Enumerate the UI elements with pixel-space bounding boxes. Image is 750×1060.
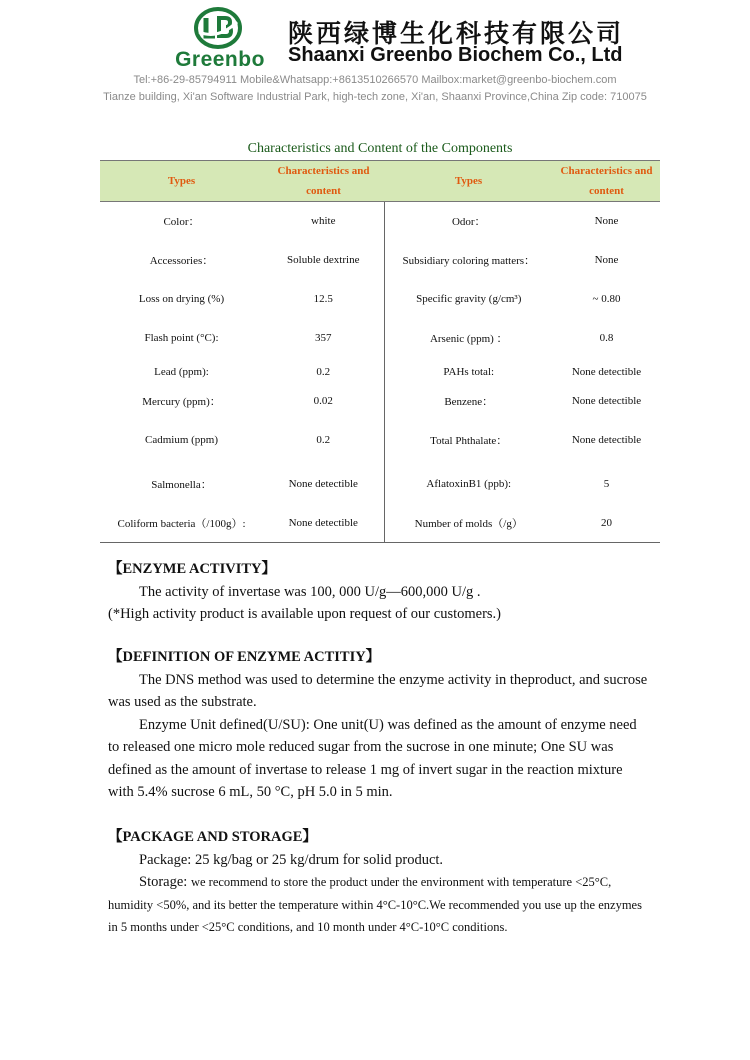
letterhead [0,0,750,110]
table-cell: white [263,202,384,241]
table-row [100,202,660,241]
table-cell: None detectible [571,366,642,378]
table-cell: 5 [603,478,610,490]
table-cell: None [594,215,619,228]
table-cell: 0.2 [263,358,384,387]
paragraph: The DNS method was used to determine the enzyme activity in theproduct, and sucrose was used as the substrate. [108,671,648,710]
table-cell: None detectible [571,434,642,446]
table-cell: 357 [263,319,384,358]
storage-label: Storage: [139,874,191,890]
table-cell: PAHs total: [443,366,495,378]
table-title: Characteristics and Content of the Components [247,141,513,156]
company-name-english: Shaanxi Greenbo Biochem Co., Ltd [288,44,623,66]
paragraph: (*High activity product is available upon request of our customers.) [108,606,502,622]
table-cell: 0.02 [263,387,384,416]
company-logo [175,6,265,72]
section-heading: 【PACKAGE AND STORAGE】 [108,829,317,845]
table-cell: Total Phthalate： [430,435,508,447]
definition-section [108,646,648,804]
table-row [100,280,660,319]
table-cell: Color： [163,216,200,229]
section-heading: 【DEFINITION OF ENZYME ACTITIY】 [108,649,381,665]
address-info: Tianze building, Xi'an Software Industrial Park, high-tech zone, Xi'an, Shaanxi Province,China Zip code: 710075 [103,91,647,103]
paragraph: Package: 25 kg/bag or 25 kg/drum for solid product. [139,851,444,868]
table-cell: Soluble dextrine [263,241,384,280]
table-cell: Lead (ppm): [154,366,209,378]
table-header-row [100,161,660,202]
table-cell: Benzene： [444,396,494,408]
table-cell: None detectible [571,395,642,407]
table-row [100,358,660,387]
section-heading: 【ENZYME ACTIVITY】 [108,561,276,577]
table-cell: Accessories： [149,255,214,267]
greenbo-logo-icon [193,6,243,50]
table-cell: ~ 0.80 [592,293,621,305]
table-cell: 20 [553,504,660,543]
storage-paragraph [108,871,648,939]
header-types: Types [384,161,553,202]
table-cell: None detectible [263,465,384,504]
header-characteristics: Characteristics and content [553,161,660,202]
storage-text: we recommend to store the product under the environment with temperature <25°C, humidity <50%, and its better the temperature within 4°C-10°C.We recommended you use up the enzymes in 5 months under <25°C conditions, and 10 month under 4°C-10°C conditions. [108,875,642,934]
table-cell: None detectible [263,504,384,543]
table-cell: Odor： [451,216,486,229]
table-cell: 0.8 [599,332,614,344]
table-row [100,504,660,543]
table-cell: Number of molds（/g） [384,504,553,543]
table-row [100,241,660,280]
table-row [100,465,660,504]
logo-text: Greenbo [175,48,265,71]
enzyme-activity-section [108,558,648,626]
table-row [100,416,660,465]
components-table [100,160,660,543]
company-name-chinese: 陕西绿博生化科技有限公司 [288,19,625,48]
table-cell: None [594,254,619,266]
table-cell: Salmonella： [151,479,212,491]
table-row [100,319,660,358]
table-cell: Mercury (ppm)： [142,396,221,408]
table-cell: Flash point (°C): [144,332,219,344]
table-cell: Specific gravity (g/cm³) [416,293,522,305]
table-cell: AflatoxinB1 (ppb): [426,478,512,490]
table-cell: 0.2 [263,416,384,465]
table-cell: Cadmium (ppm) [144,434,219,446]
table-cell: Subsidiary coloring matters： [402,255,536,267]
package-section [108,826,648,939]
table-cell: Coliform bacteria（/100g）: [100,504,263,543]
table-row [100,387,660,416]
header-types: Types [100,161,263,202]
paragraph: Enzyme Unit defined(U/SU): One unit(U) was defined as the amount of enzyme need to released one micro mole reduced sugar from the sucrose in one minute; One SU was defined as the amount of invertase to release 1 mg of invert sugar in the reaction mixture with 5.4% sucrose 6 mL, 50 °C, pH 5.0 in 5 min. [108,716,637,800]
header-characteristics: Characteristics and content [263,161,384,202]
table-cell: 12.5 [263,280,384,319]
table-cell: Arsenic (ppm) ： [429,333,508,345]
contact-info: Tel:+86-29-85794911 Mobile&Whatsapp:+8613510266570 Mailbox:market@greenbo-biochem.com [133,74,617,86]
paragraph: The activity of invertase was 100, 000 U/g—600,000 U/g . [139,583,481,600]
table-cell: Loss on drying (%) [138,293,225,305]
